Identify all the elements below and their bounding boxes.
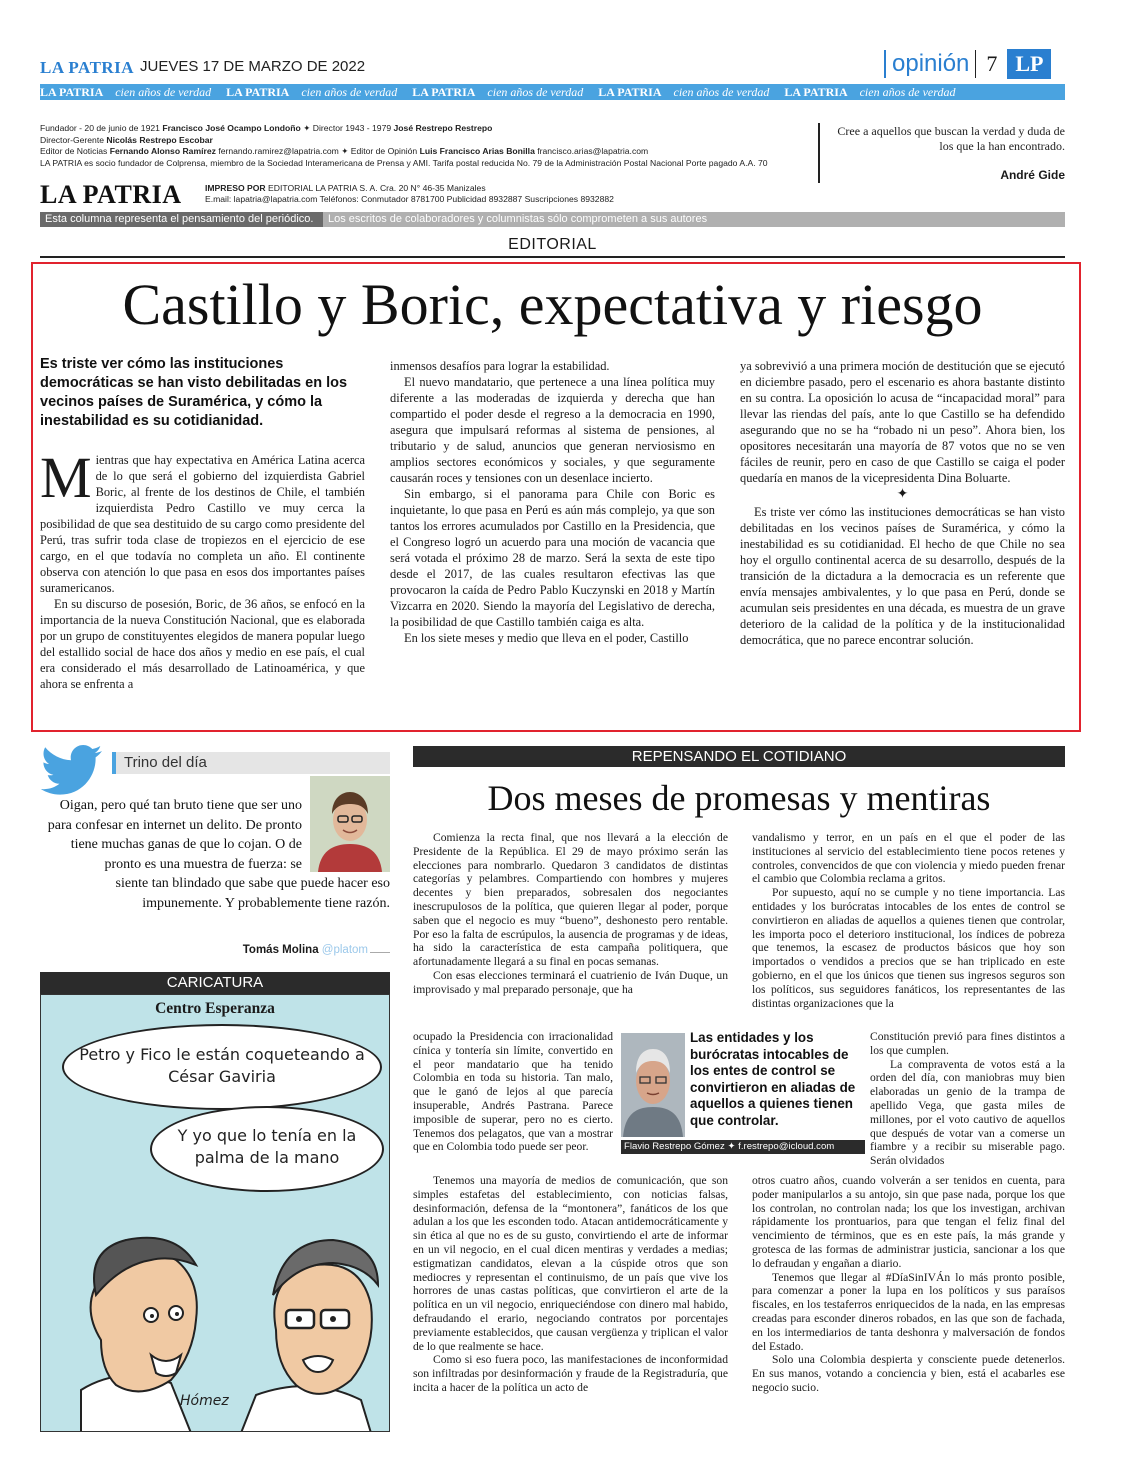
paragraph: Solo una Colombia despierta y consciente puede detenerlos. En sus manos, votando a conciencia y bien, está el acabarles ese negocio sucio. xyxy=(752,1353,1065,1394)
paragraph: Con esas elecciones terminará el cuatrienio de Iván Duque, un improvisado y mal preparado personaje, que ha xyxy=(413,968,728,996)
disclaimer-bar xyxy=(40,212,1065,227)
print-label: IMPRESO POR xyxy=(205,183,266,193)
paragraph xyxy=(40,445,365,596)
credits-line xyxy=(40,135,810,147)
edition-date: JUEVES 17 DE MARZO DE 2022 xyxy=(140,58,366,75)
editorial-label: EDITORIAL xyxy=(40,236,1065,258)
lp-logo: LP xyxy=(1007,49,1051,79)
column-text-2b xyxy=(870,1030,1065,1168)
band-slogan: cien años de verdad xyxy=(487,85,584,99)
columnist-byline xyxy=(621,1140,865,1154)
twitter-handle: @platom xyxy=(321,944,368,956)
credits-line xyxy=(40,146,810,158)
newspaper-brand: LA PATRIA xyxy=(40,58,135,77)
band-slogan: cien años de verdad xyxy=(859,85,956,99)
person-portrait-icon xyxy=(621,1033,685,1137)
divider xyxy=(370,952,390,953)
columnist-photo xyxy=(621,1033,685,1137)
band-slogan: cien años de verdad xyxy=(115,85,212,99)
masthead-logo: LA PATRIA xyxy=(40,180,182,209)
band-brand: LA PATRIA xyxy=(226,85,290,99)
editorial-title: Castillo y Boric, expectativa y riesgo xyxy=(122,272,983,337)
credit-text: Editor de Opinión xyxy=(350,146,418,156)
paragraph: ya sobrevivió a una primera moción de destitución que se ejecutó en diciembre pasado, pero el escenario es ahora bastante distinto en su contra. La oposición lo acusa de “incapacidad moral” para llevar las riendas del país, ante lo que Castillo se ha defendido asegurando que no se ha “robado ni un peso”. Ahora bien, los opositores necesitarán una mayoría de 87 votos que no se ven fáciles de reunir, pero en caso de que Castillo se caiga el poder quedaría en manos de la vicepresidenta Dina Boluarte. xyxy=(740,359,1065,485)
column-section-heading: REPENSANDO EL COTIDIANO xyxy=(413,746,1065,767)
paragraph: La compraventa de votos está a la orden del día, con maniobras muy bien elaboradas un genio de la trampa de apellido Vega, que gasta miles de millones, por el voto cautivo de aquellos que después de votar van a comerse un fiambre y a recibir su miserable pago. Serán olvidados xyxy=(870,1057,1065,1168)
speech-bubble: Y yo que lo tenía en la palma de la mano xyxy=(150,1106,384,1192)
credit-name: Francisco José Ocampo Londoño xyxy=(162,123,301,133)
cartoonist-signature: Hómez xyxy=(180,1393,229,1409)
credit-email: francisco.arias@lapatria.com xyxy=(537,146,649,156)
column-title: Dos meses de promesas y mentiras xyxy=(487,778,991,818)
paragraph: Tenemos que llegar al #DíaSinIVÁn lo más pronto posible, para comenzar a poner la lupa en los políticos y sus paraísos fiscales, en los testaferros enriquecidos de la nada, en las empresas creadas para esconder dineros robados, en las que son de fachada, en los intermediarios de tanta deshonra y malversación de fondos del Estado. xyxy=(752,1270,1065,1353)
section-name: opinión xyxy=(892,50,970,77)
drop-cap: M xyxy=(40,445,92,510)
disclaimer-right: Los escritos de colaboradores y columnistas sólo comprometen a sus autores xyxy=(323,212,1065,227)
paragraph: otros cuatro años, cuando volverán a ser tenidos en cuenta, para poder manipularlos a su antojo, sin que pase nada, porque los que los controlan, no controlan nada; los que los investigan, archivan rápidamente los prontuarios, para que tengan el feliz final del vencimiento de términos, que es en este país, la más grande y grotesca de las formas de administrar justicia, sancionar a los que lo defraudan y engañan a diario. xyxy=(752,1174,1065,1270)
credit-text: Fundador - 20 de junio de 1921 xyxy=(40,123,160,133)
column-text-1c xyxy=(413,1174,728,1395)
diamond-icon: ✦ xyxy=(341,146,349,156)
credit-name: Nicolás Restrepo Escobar xyxy=(106,134,213,145)
daily-quote: Cree a aquellos que buscan la verdad y duda de los que la han encontrado. xyxy=(837,124,1065,153)
editorial-column-2 xyxy=(390,358,715,646)
credit-name: Fernando Alonso Ramírez xyxy=(109,146,216,156)
author-email: f.restrepo@icloud.com xyxy=(738,1141,835,1152)
credits-line xyxy=(40,123,810,135)
credit-text: Editor de Noticias xyxy=(40,146,108,156)
editorial-column-3 xyxy=(740,358,1065,648)
diamond-icon: ✦ xyxy=(727,1141,736,1152)
cartoon-title: Centro Esperanza xyxy=(155,1000,275,1017)
printing-info xyxy=(205,183,614,205)
paragraph: Comienza la recta final, que nos llevará a la elección de Presidente de la República. El 29 de mayo próximo serán las elecciones para nombrarlo. Quedaron 3 candidatos de distintas categorías y pelambres. Compartiendo con hombres y mujeres decentes y bien preparados, sobresalen dos negociantes inescrupulosos de la política, que quieren llegar al poder, porque saben que el negocio es muy “bueno”, deshonesto pero rentable. Por eso la falta de escrúpulos, la ausencia de programas y de ideas, ha sido la característica de esta campaña politiquera, que afortunadamente llegará a su final en pocas semanas. xyxy=(413,831,728,969)
paragraph-text: ientras que hay expectativa en América Latina acerca de lo que será el gobierno del izquierdista Gabriel Boric, al frente de los destinos de Chile, el también izquierdista Pedro Castillo ve muy cerca la posibilidad de que sea destituido de su cargo como presidente del Perú, tras sufrir toda clase de tropiezos en el ejercicio de ese cargo, en el que todavía no completa un año. El continente observa con atención lo que pasa en esos dos importantes países suramericanos. xyxy=(40,453,365,595)
editorial-column-1 xyxy=(40,445,365,692)
section-header xyxy=(884,48,1051,80)
trino-heading: Trino del día xyxy=(112,752,390,774)
slogan-band xyxy=(40,84,1065,100)
credit-email: fernando.ramirez@lapatria.com xyxy=(218,146,339,156)
author-photo xyxy=(310,776,390,872)
paragraph: inmensos desafíos para lograr la estabilidad. xyxy=(390,359,610,373)
paragraph: Por supuesto, aquí no se cumple y no tiene importancia. Las entidades y los burócratas intocables de los entes de control se convirtieron en aliadas de aquellos a quienes tienen que controlar, les importa poco el deterioro institucional, los índices de pobreza que tenemos, la escasez de productos básicos que hoy son importados o vendidos a precios que se han triplicado en este gobierno, en el que los únicos que tienen sus ingresos seguros son los políticos, sus seguidores fanáticos, los representantes de las distintas organizaciones que la xyxy=(752,886,1065,1010)
column-text-1b xyxy=(413,1030,613,1154)
paragraph: En los siete meses y medio que lleva en el poder, Castillo xyxy=(404,631,689,645)
paragraph: Tenemos una mayoría de medios de comunicación, que son simples estafetas del establecimiento, con noticias falsas, desinformación, defensa de la “montonera”, fanáticos de los que adulan a los que les esconden todo. Atacan antidemocráticamente y sin ética al que no es de su gusto, convirtiendo el arte de informar en un vil negocio, en el cual dicen mentiras y verdades a medias; estigmatizan candidatos, elevan a la cúspide otros que son mediocres y representan el continuismo, de un país que vive los horrores de unas castas políticas, que convirtieron el arte de la política en un vil negocio, enriqueciéndose con dinero mal habido, defraudando el erario, negociando contratos por porcentajes previamente establecidos, que causan vergüenza y triplican el valor de lo que realmente se hace. xyxy=(413,1174,728,1353)
page-number: 7 xyxy=(986,51,998,76)
credit-name: Luis Francisco Arias Bonilla xyxy=(419,146,535,156)
column-text-2 xyxy=(752,831,1065,1010)
band-brand: LA PATRIA xyxy=(598,85,662,99)
credits-line: LA PATRIA es socio fundador de Colprensa, miembro de la Sociedad Interamericana de Prensa y AMI. Tarifa postal reducida No. 79 de la Administración Postal Nacional Porte pagado A.A. 70 xyxy=(40,157,768,168)
author-name: Flavio Restrepo Gómez xyxy=(624,1141,725,1152)
caricatura-heading: CARICATURA xyxy=(40,972,390,994)
band-brand: LA PATRIA xyxy=(784,85,848,99)
paragraph: vandalismo y terror, en un país en el que el poder de las instituciones al servicio del establecimiento tiene pocos retenes y controles, convencidos de que con violencia y miedo pueden frenar el cambio que Colombia reclama a gritos. xyxy=(752,831,1065,886)
paragraph: Constitución previó para fines distintos a los que cumplen. xyxy=(870,1030,1065,1057)
tweet-text: siente tan blindado que sabe que puede hacer eso impunemente. Y probablemente tiene razón. xyxy=(115,876,390,911)
separator-icon: ✦ xyxy=(896,487,909,502)
column-text-2c xyxy=(752,1174,1065,1395)
tweet-text: Oigan, pero qué tan bruto tiene que ser uno para confesar en internet un delito. De pronto tiene muchas ganas de que lo cojan. O de pronto es una muestra de fuerza: se xyxy=(47,798,302,872)
quote-author: André Gide xyxy=(1000,168,1065,182)
paragraph: Sin embargo, si el panorama para Chile con Boric es inquietante, lo que pasa en Perú es aún más complejo, ya que son tantos los errores acumulados por Castillo en la Presidencia, que el Congreso logró un acuerdo para una moción de vacancia que será votada el próximo 28 de marzo. Será la sexta de este tipo desde el 2017, de las cuales resultaron efectivas las que provocaron la caída de Pedro Pablo Kuczynski en 2018 y Martín Vizcarra en 2020. Siendo la mayoría del Legislativo de derecha, la posibilidad de que Castillo también caiga es alta. xyxy=(390,487,715,629)
author-name: Tomás Molina xyxy=(242,944,319,956)
masthead-credits xyxy=(40,123,810,169)
paragraph: Como si eso fuera poco, las manifestaciones de inconformidad son infiltradas por desinformación y fraude de la Registraduría, que incita a hacer de la política un acto de xyxy=(413,1353,728,1394)
credit-name: José Restrepo Restrepo xyxy=(393,123,493,133)
disclaimer-left: Esta columna representa el pensamiento del periódico. xyxy=(40,212,323,227)
twitter-bird-icon xyxy=(40,745,106,795)
band-slogan: cien años de verdad xyxy=(301,85,398,99)
band-brand: LA PATRIA xyxy=(412,85,476,99)
credit-text: Director 1943 - 1979 xyxy=(312,123,392,133)
speech-bubble: Petro y Fico le están coqueteando a César Gaviria xyxy=(62,1024,382,1110)
person-portrait-icon xyxy=(310,776,390,872)
paragraph: En su discurso de posesión, Boric, de 36 años, se enfocó en la importancia de la nueva Constitución Nacional, que es elaborada por un grupo de constituyentes elegidos de manera popular luego del estallido social de hace dos años y medio en ese país, el cual era considerado el más desarrollado de Latinoamérica, y que ahora se enfrenta a xyxy=(40,597,365,691)
credit-text: Director-Gerente xyxy=(40,134,104,145)
tweet-author xyxy=(40,944,390,956)
print-text: EDITORIAL LA PATRIA S. A. Cra. 20 N° 46-35 Manizales xyxy=(268,183,486,193)
divider xyxy=(818,123,820,183)
paragraph: Es triste ver cómo las instituciones democráticas se han visto debilitadas en los vecinos países de Suramérica, y cómo la inestabilidad es su cotidianidad. El hecho de que Chile no sea hoy el orgullo continental acerca de su desarrollo, después de la transición de la dictadura a la democracia es un referente que envía mensajes ambivalentes, y lo que pasa en Perú, donde se acumulan seis presidentes en una década, es muestra de un grave deterioro de la calidad de la política y de la institucionalidad democrática, que no parece encontrar solución. xyxy=(740,505,1065,647)
band-brand: LA PATRIA xyxy=(40,85,104,99)
pull-quote: Las entidades y los burócratas intocables de los entes de control se convirtieron en aliadas de aquellos a quienes tienen que controlar. xyxy=(690,1030,856,1128)
diamond-icon: ✦ xyxy=(303,123,311,133)
contact-info: E.mail: lapatria@lapatria.com Teléfonos: Conmutador 8781700 Publicidad 8932887 Suscripciones 8932882 xyxy=(205,194,614,204)
column-text-1 xyxy=(413,831,728,997)
paragraph: ocupado la Presidencia con irracionalidad cínica y tontería sin límite, convertido en el peor mandatario que ha tenido Colombia en toda su historia. Tan malo, que le ganó de lejos al que parecía insuperable, Andrés Pastrana. Parece imposible de superar, pero no es cierto. Tenemos dos pelagatos, que van a mostrar que en Colombia todo puede ser peor. xyxy=(413,1030,613,1154)
paragraph: El nuevo mandatario, que pertenece a una línea política muy diferente a las moderadas de izquierda y derecha que han compartido el poder desde el regreso a la democracia en 1990, asegura que impulsará reformas al sistema de pensiones, al tributario y de salud, anuncios que generan nerviosismo en amplios sectores económicos y sociales, y que seguramente causarán roces y tensiones con un desenlace incierto. xyxy=(390,375,715,485)
band-slogan: cien años de verdad xyxy=(673,85,770,99)
editorial-lead: Es triste ver cómo las instituciones democráticas se han visto debilitadas en los vecinos países de Suramérica, y cómo la inestabilidad es su cotidianidad. xyxy=(40,356,348,429)
